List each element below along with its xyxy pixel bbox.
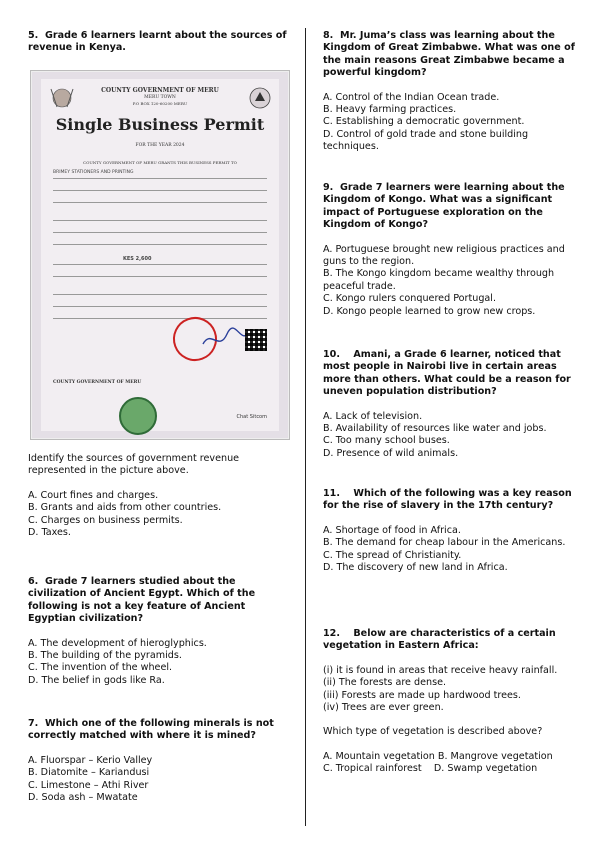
question-number: 9.: [323, 182, 334, 193]
permit-row: [53, 223, 267, 233]
question-11: [323, 488, 585, 574]
option-b: B. Diatomite – Kariandusi: [28, 767, 150, 779]
permit-row: [53, 267, 267, 277]
question-number: 10.: [323, 349, 340, 360]
permit-year: FOR THE YEAR 2024: [135, 143, 185, 148]
question-text: Below are characteristics of a certain vegetation in Eastern Africa:: [323, 628, 556, 652]
permit-grant-line: COUNTY GOVERNMENT OF MERU GRANTS THIS BUSINESS PERMIT TO: [83, 160, 237, 165]
option-c: C. Establishing a democratic government.: [323, 116, 525, 128]
option-a: A. The development of hieroglyphics.: [28, 637, 207, 649]
question-number: 11.: [323, 488, 340, 499]
option-d: D. Kongo people learned to grow new crops.: [323, 305, 536, 317]
question-text: Mr. Juma’s class was learning about the Kingdom of Great Zimbabwe. What was one of the main reasons Great Zimbabwe became a powerful kingdom?: [323, 30, 575, 79]
question-8-stem: [323, 30, 585, 80]
question-text: Which one of the following minerals is not correctly matched with where it is mined?: [28, 718, 274, 742]
permit-address: P.O BOX 120-60200 MERU: [132, 101, 188, 106]
option-b: B. Availability of resources like water and jobs.: [323, 423, 547, 435]
option-d: D. Soda ash – Mwatate: [28, 792, 138, 804]
options-row-1: A. Mountain vegetation B. Mangrove vegetation: [323, 750, 553, 762]
option-c: C. Limestone – Athi River: [28, 779, 149, 791]
question-text: Grade 7 learners were learning about the Kingdom of Kongo. What was a significant impact of Portuguese exploration on the Kingdom of Kongo?: [323, 182, 565, 231]
characteristic-item: (i) it is found in areas that receive heavy rainfall.: [323, 664, 558, 676]
permit-business-name: BRIMEY STATIONERS AND PRINTING: [53, 170, 134, 175]
permit-row: [53, 255, 267, 265]
option-a: A. Control of the Indian Ocean trade.: [323, 91, 500, 103]
question-5-prompt-block: [28, 453, 290, 539]
permit-paper: [41, 79, 279, 431]
options-row-2: C. Tropical rainforest D. Swamp vegetation: [323, 763, 538, 775]
option-c: C. Charges on business permits.: [28, 514, 183, 526]
characteristic-item: (iv) Trees are ever green.: [323, 702, 444, 714]
characteristic-item: (iii) Forests are made up hardwood trees.: [323, 689, 521, 701]
county-badge: [119, 397, 157, 435]
option-c: C. Kongo rulers conquered Portugal.: [323, 293, 497, 305]
question-number: 7.: [28, 718, 39, 729]
permit-row: [53, 235, 267, 245]
question-6: [28, 576, 290, 687]
column-divider: [305, 28, 306, 826]
question-9-stem: [323, 182, 585, 232]
permit-row: [53, 211, 267, 221]
permit-row: [53, 309, 267, 319]
permit-row: [53, 193, 267, 203]
permit-title: Single Business Permit: [55, 115, 265, 134]
option-d: D. Taxes.: [28, 527, 71, 539]
question-9: [323, 182, 585, 318]
permit-row: [53, 285, 267, 295]
option-c: C. The invention of the wheel.: [28, 662, 173, 674]
question-8: [323, 30, 585, 154]
question-10: [323, 349, 585, 460]
question-number: 5.: [28, 30, 39, 41]
permit-header: COUNTY GOVERNMENT OF MERU: [101, 87, 219, 94]
question-text: Grade 7 learners studied about the civilization of Ancient Egypt. Which of the following is not a key feature of Ancient Egyptian civilization?: [28, 576, 256, 625]
permit-subheader: MERU TOWN: [144, 95, 176, 100]
characteristic-item: (ii) The forests are dense.: [323, 677, 447, 689]
question-text: Amani, a Grade 6 learner, noticed that most people in Nairobi live in certain areas more than others. What could be a reason for uneven population distribution?: [323, 349, 571, 398]
question-6-stem: [28, 576, 290, 626]
question-12: [323, 628, 585, 776]
option-d: D. The belief in gods like Ra.: [28, 674, 165, 686]
question-number: 12.: [323, 628, 340, 639]
option-a: A. Shortage of food in Africa.: [323, 524, 461, 536]
option-d: D. Presence of wild animals.: [323, 447, 459, 459]
option-d: D. The discovery of new land in Africa.: [323, 562, 508, 574]
question-12-stem: [323, 628, 585, 653]
option-b: B. Grants and aids from other countries.: [28, 502, 222, 514]
signature-icon: [201, 324, 251, 354]
option-a: A. Lack of television.: [323, 410, 423, 422]
question-7-stem: [28, 718, 290, 743]
question-text: Grade 6 learners learnt about the sources of revenue in Kenya.: [28, 30, 287, 54]
option-a: A. Portuguese brought new religious practices and guns to the region.: [323, 243, 565, 268]
option-c: C. Too many school buses.: [323, 435, 450, 447]
option-b: B. The Kongo kingdom became wealthy through peaceful trade.: [323, 268, 555, 292]
qr-code: [245, 329, 267, 351]
option-b: B. The building of the pyramids.: [28, 650, 182, 662]
question-10-stem: [323, 349, 585, 399]
question-number: 8.: [323, 30, 334, 41]
permit-row: [53, 169, 267, 179]
permit-brand: Chat Sitcom: [236, 414, 267, 420]
question-5-stem: [28, 30, 290, 55]
permit-row: [53, 181, 267, 191]
question-text: Which of the following was a key reason for the rise of slavery in the 17th century?: [323, 488, 572, 512]
option-a: A. Court fines and charges.: [28, 489, 159, 501]
option-b: B. Heavy farming practices.: [323, 104, 457, 116]
option-b: B. The demand for cheap labour in the Americans.: [323, 537, 566, 549]
question-7: [28, 718, 290, 804]
permit-footer: COUNTY GOVERNMENT OF MERU: [53, 380, 142, 385]
option-d: D. Control of gold trade and stone building techniques.: [323, 128, 529, 153]
question-5: [28, 30, 290, 55]
business-permit-image: [30, 70, 290, 440]
permit-row: [53, 297, 267, 307]
question-number: 6.: [28, 576, 39, 587]
option-c: C. The spread of Christianity.: [323, 549, 462, 561]
permit-amount: KES 2,600: [123, 256, 152, 262]
option-a: A. Fluorspar – Kerio Valley: [28, 754, 153, 766]
question-12-prompt: Which type of vegetation is described above?: [323, 726, 543, 738]
question-5-prompt: Identify the sources of government revenue represented in the picture above.: [28, 453, 240, 477]
question-11-stem: [323, 488, 585, 513]
